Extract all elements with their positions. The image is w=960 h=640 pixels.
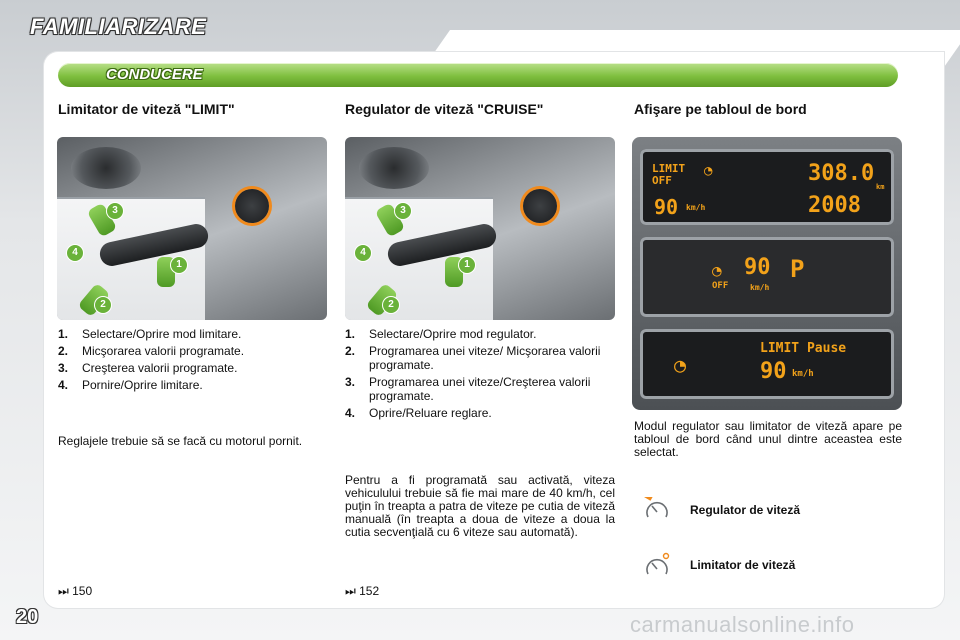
display-heading: Afişare pe tabloul de bord <box>634 101 807 117</box>
speed-limiter-gauge-icon: ◔ <box>704 163 713 179</box>
callout-badge-3: 3 <box>395 203 411 219</box>
stalk-end-highlight <box>523 189 557 223</box>
lcd-odometer-unit: km <box>876 183 885 191</box>
cruise-heading: Regulator de viteză "CRUISE" <box>345 101 544 117</box>
list-item: 4. Pornire/Oprire limitare. <box>58 378 203 392</box>
callout-badge-2: 2 <box>95 297 111 313</box>
dashboard-display-photo <box>632 137 902 410</box>
callout-badge-4: 4 <box>67 245 83 261</box>
air-vent <box>71 147 141 189</box>
air-vent <box>359 147 429 189</box>
limiter-stalk-photo <box>57 137 327 320</box>
list-item: 2. Programarea unei viteze/ Micşorarea valorii programate. <box>345 344 601 372</box>
lcd-odometer: 308.0 <box>808 161 875 186</box>
legend-limiter-label: Limitator de viteză <box>690 558 796 572</box>
callout-badge-4: 4 <box>355 245 371 261</box>
legend-cruise-row <box>638 497 898 527</box>
lcd-trip: 2008 <box>808 193 861 218</box>
lcd-speed: 90 <box>760 359 787 384</box>
display-panel-speed-gear <box>640 237 894 317</box>
list-item: 4. Oprire/Reluare reglare. <box>345 406 492 420</box>
lcd-unit: km/h <box>792 369 814 379</box>
cruise-control-gauge-icon <box>644 497 670 523</box>
display-panel-limit-off <box>640 149 894 225</box>
lcd-unit: km/h <box>750 283 770 292</box>
list-item: 3. Programarea unei viteze/Creşterea valorii programate. <box>345 375 591 403</box>
list-item: 3. Creşterea valorii programate. <box>58 361 238 375</box>
lcd-speed: 90 <box>744 255 771 280</box>
display-panel-limit-pause <box>640 329 894 399</box>
callout-badge-2: 2 <box>383 297 399 313</box>
display-note: Modul regulator sau limitator de viteză apare pe tabloul de bord când unul dintre aceastea este selectat. <box>634 419 902 459</box>
watermark: carmanualsonline.info <box>630 612 855 637</box>
callout-badge-1: 1 <box>171 257 187 273</box>
callout-badge-1: 1 <box>459 257 475 273</box>
cruise-stalk-photo <box>345 137 615 320</box>
limiter-steps-list <box>58 327 328 395</box>
speed-limiter-gauge-icon <box>644 552 670 578</box>
page-title: FAMILIARIZARE <box>30 14 207 39</box>
lcd-state: OFF <box>712 281 729 291</box>
stalk-end-highlight <box>235 189 269 223</box>
limiter-note: Reglajele trebuie să se facă cu motorul pornit. <box>58 434 303 448</box>
lcd-mode: LIMIT <box>652 162 686 175</box>
section-title: CONDUCERE <box>106 66 203 83</box>
speed-limiter-gauge-icon: ◔ <box>712 261 722 280</box>
cruise-page-reference[interactable]: ⏭ 152 <box>345 584 380 598</box>
page-number: 20 <box>16 606 39 628</box>
lcd-gear: P <box>790 255 805 283</box>
legend-cruise-label: Regulator de viteză <box>690 503 801 517</box>
speed-limiter-gauge-icon: ◔ <box>674 353 687 377</box>
list-item: 1. Selectare/Oprire mod regulator. <box>345 327 537 341</box>
limiter-heading: Limitator de viteză "LIMIT" <box>58 101 235 117</box>
cruise-note: Pentru a fi programată sau activată, viteza vehiculului trebuie să fie mai mare de 40 km/h, cel puţin în treapta a patra de viteze pe cutia de viteză manuală (în treapta a doua de viteze a doua la cutia secvenţială cu 6 viteze sau automată). <box>345 473 615 539</box>
list-item: 1. Selectare/Oprire mod limitare. <box>58 327 242 341</box>
legend-limiter-row <box>638 552 898 582</box>
limiter-page-reference[interactable]: ⏭ 150 <box>58 584 93 598</box>
lcd-status: LIMIT Pause <box>760 341 847 356</box>
cruise-steps-list <box>345 327 615 423</box>
callout-badge-3: 3 <box>107 203 123 219</box>
lcd-state: OFF <box>652 174 672 187</box>
lcd-unit: km/h <box>686 203 706 212</box>
list-item: 2. Micşorarea valorii programate. <box>58 344 245 358</box>
lcd-speed: 90 <box>654 195 679 219</box>
section-header-bar <box>58 63 898 87</box>
